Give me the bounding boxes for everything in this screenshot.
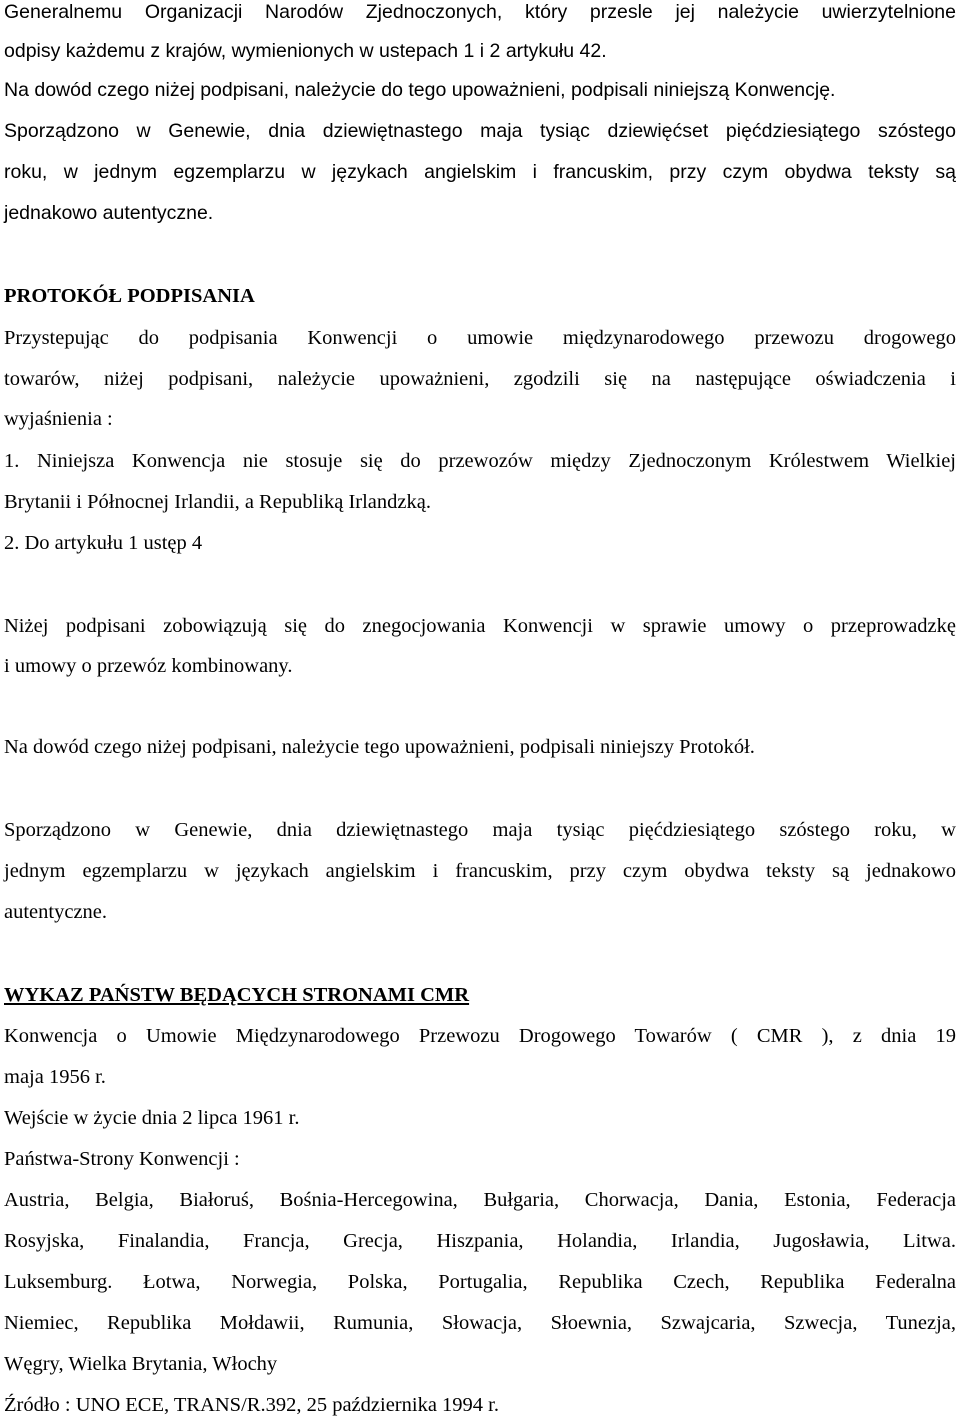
text-line-14: i umowy o przewóz kombinowany. — [4, 655, 293, 677]
text-line-3: Sporządzono w Genewie, dnia dziewiętnastego maja tysiąc dziewięćset pięćdziesiątego szóstego — [4, 120, 956, 142]
text-line-28: Węgry, Wielka Brytania, Włochy — [4, 1353, 278, 1375]
text-line-4: roku, w jednym egzemplarzu w językach angielskim i francuskim, przy czym obydwa teksty są — [4, 161, 956, 183]
text-line-21: maja 1956 r. — [4, 1066, 106, 1088]
text-line-12: 2. Do artykułu 1 ustęp 4 — [4, 532, 203, 554]
text-line-8: towarów, niżej podpisani, należycie upoważnieni, zgodzili się na następujące oświadczenia i — [4, 368, 956, 390]
text-line-20: Konwencja o Umowie Międzynarodowego Przewozu Drogowego Towarów ( CMR ), z dnia 19 — [4, 1025, 956, 1047]
text-line-18: autentyczne. — [4, 901, 108, 923]
text-line-16: Sporządzono w Genewie, dnia dziewiętnastego maja tysiąc pięćdziesiątego szóstego roku, w — [4, 819, 956, 841]
text-line-5: jednakowo autentyczne. — [4, 202, 214, 224]
text-line-17: jednym egzemplarzu w językach angielskim i francuskim, przy czym obydwa teksty są jednakowo — [4, 860, 956, 882]
text-line-15: Na dowód czego niżej podpisani, należycie tego upoważnieni, podpisali niniejszy Protokół. — [4, 736, 755, 758]
text-line-9: wyjaśnienia : — [4, 408, 113, 430]
text-line-22: Wejście w życie dnia 2 lipca 1961 r. — [4, 1107, 300, 1129]
text-line-25: Rosyjska, Finalandia, Francja, Grecja, Hiszpania, Holandia, Irlandia, Jugosławia, Litwa. — [4, 1230, 956, 1252]
heading-6: PROTOKÓŁ PODPISANIA — [4, 285, 255, 307]
text-line-26: Luksemburg. Łotwa, Norwegia, Polska, Portugalia, Republika Czech, Republika Federalna — [4, 1271, 956, 1293]
text-line-13: Niżej podpisani zobowiązują się do znegocjowania Konwencji w sprawie umowy o przeprowadzkę — [4, 615, 956, 637]
text-line-23: Państwa-Strony Konwencji : — [4, 1148, 240, 1170]
text-line-0: Generalnemu Organizacji Narodów Zjednoczonych, który przesle jej należycie uwierzytelnione — [4, 1, 956, 23]
text-line-10: 1. Niniejsza Konwencja nie stosuje się do przewozów między Zjednoczonym Królestwem Wielkiej — [4, 450, 956, 472]
text-line-2: Na dowód czego niżej podpisani, należycie do tego upoważnieni, podpisali niniejszą Konwencję. — [4, 79, 836, 101]
text-line-1: odpisy każdemu z krajów, wymienionych w ustepach 1 i 2 artykułu 42. — [4, 40, 607, 62]
heading-19: WYKAZ PAŃSTW BĘDĄCYCH STRONAMI CMR — [4, 984, 470, 1006]
text-line-11: Brytanii i Północnej Irlandii, a Republiką Irlandzką. — [4, 491, 431, 513]
text-line-7: Przystepując do podpisania Konwencji o umowie międzynarodowego przewozu drogowego — [4, 327, 956, 349]
text-line-24: Austria, Belgia, Białoruś, Bośnia-Hercegowina, Bułgaria, Chorwacja, Dania, Estonia, Federacja — [4, 1189, 956, 1211]
text-line-27: Niemiec, Republika Mołdawii, Rumunia, Słowacja, Słoewnia, Szwajcaria, Szwecja, Tunezja, — [4, 1312, 956, 1334]
text-line-29: Źródło : UNO ECE, TRANS/R.392, 25 października 1994 r. — [4, 1394, 499, 1416]
